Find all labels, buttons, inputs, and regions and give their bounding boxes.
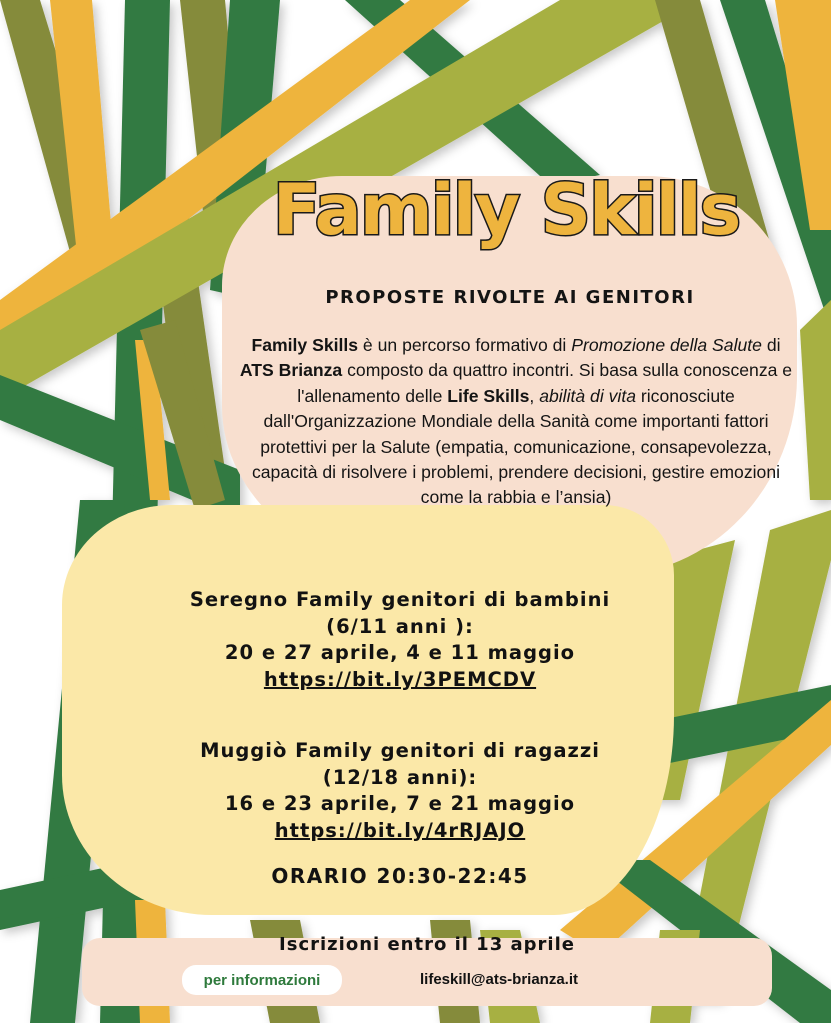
desc-part: ATS Brianza	[239, 360, 343, 381]
event-title: Muggiò Family genitori di ragazzi	[200, 739, 600, 762]
program-description	[234, 333, 798, 511]
desc-part: Promozione della Salute	[571, 335, 762, 355]
desc-part: è un percorso formativo di	[358, 335, 572, 355]
registration-deadline: Iscrizioni entro il 13 aprile	[279, 934, 575, 955]
desc-part: composto da quattro incontri. Si basa sulla conoscenza e l'allenamento delle	[297, 360, 793, 406]
desc-part: riconosciute dall'Organizzazione Mondiale della Sanità come importanti fattori protettivi per la Salute (empatia, comunicazione, consapevolezza, capacità di risolvere i problemi, prendere decisioni, gestire emozioni come la rabbia e l’ansia)	[251, 385, 781, 508]
event-muggio	[110, 738, 690, 844]
event-dates: 20 e 27 aprile, 4 e 11 maggio	[224, 641, 576, 664]
page-title: Family Skills	[272, 169, 740, 251]
contact-email[interactable]: lifeskill@ats-brianza.it	[420, 971, 579, 988]
desc-part: Life Skills	[447, 385, 530, 406]
page-subtitle: PROPOSTE RIVOLTE AI GENITORI	[325, 287, 695, 308]
desc-part: Family Skills	[251, 335, 359, 355]
info-label-pill: per informazioni	[182, 965, 342, 995]
event-seregno	[110, 587, 690, 693]
event-title: Seregno Family genitori di bambini	[189, 588, 611, 611]
desc-part: ,	[529, 385, 540, 406]
registration-link[interactable]: https://bit.ly/4rRJAJO	[274, 818, 526, 842]
event-dates: 16 e 23 aprile, 7 e 21 maggio	[224, 792, 576, 815]
desc-part: abilità di vita	[539, 385, 637, 406]
event-ages: (6/11 anni ):	[326, 614, 474, 638]
desc-part: di	[761, 335, 781, 355]
schedule-time: ORARIO 20:30-22:45	[271, 864, 529, 888]
registration-link[interactable]: https://bit.ly/3PEMCDV	[263, 667, 537, 691]
event-ages: (12/18 anni):	[322, 765, 478, 789]
events-panel	[62, 505, 674, 915]
